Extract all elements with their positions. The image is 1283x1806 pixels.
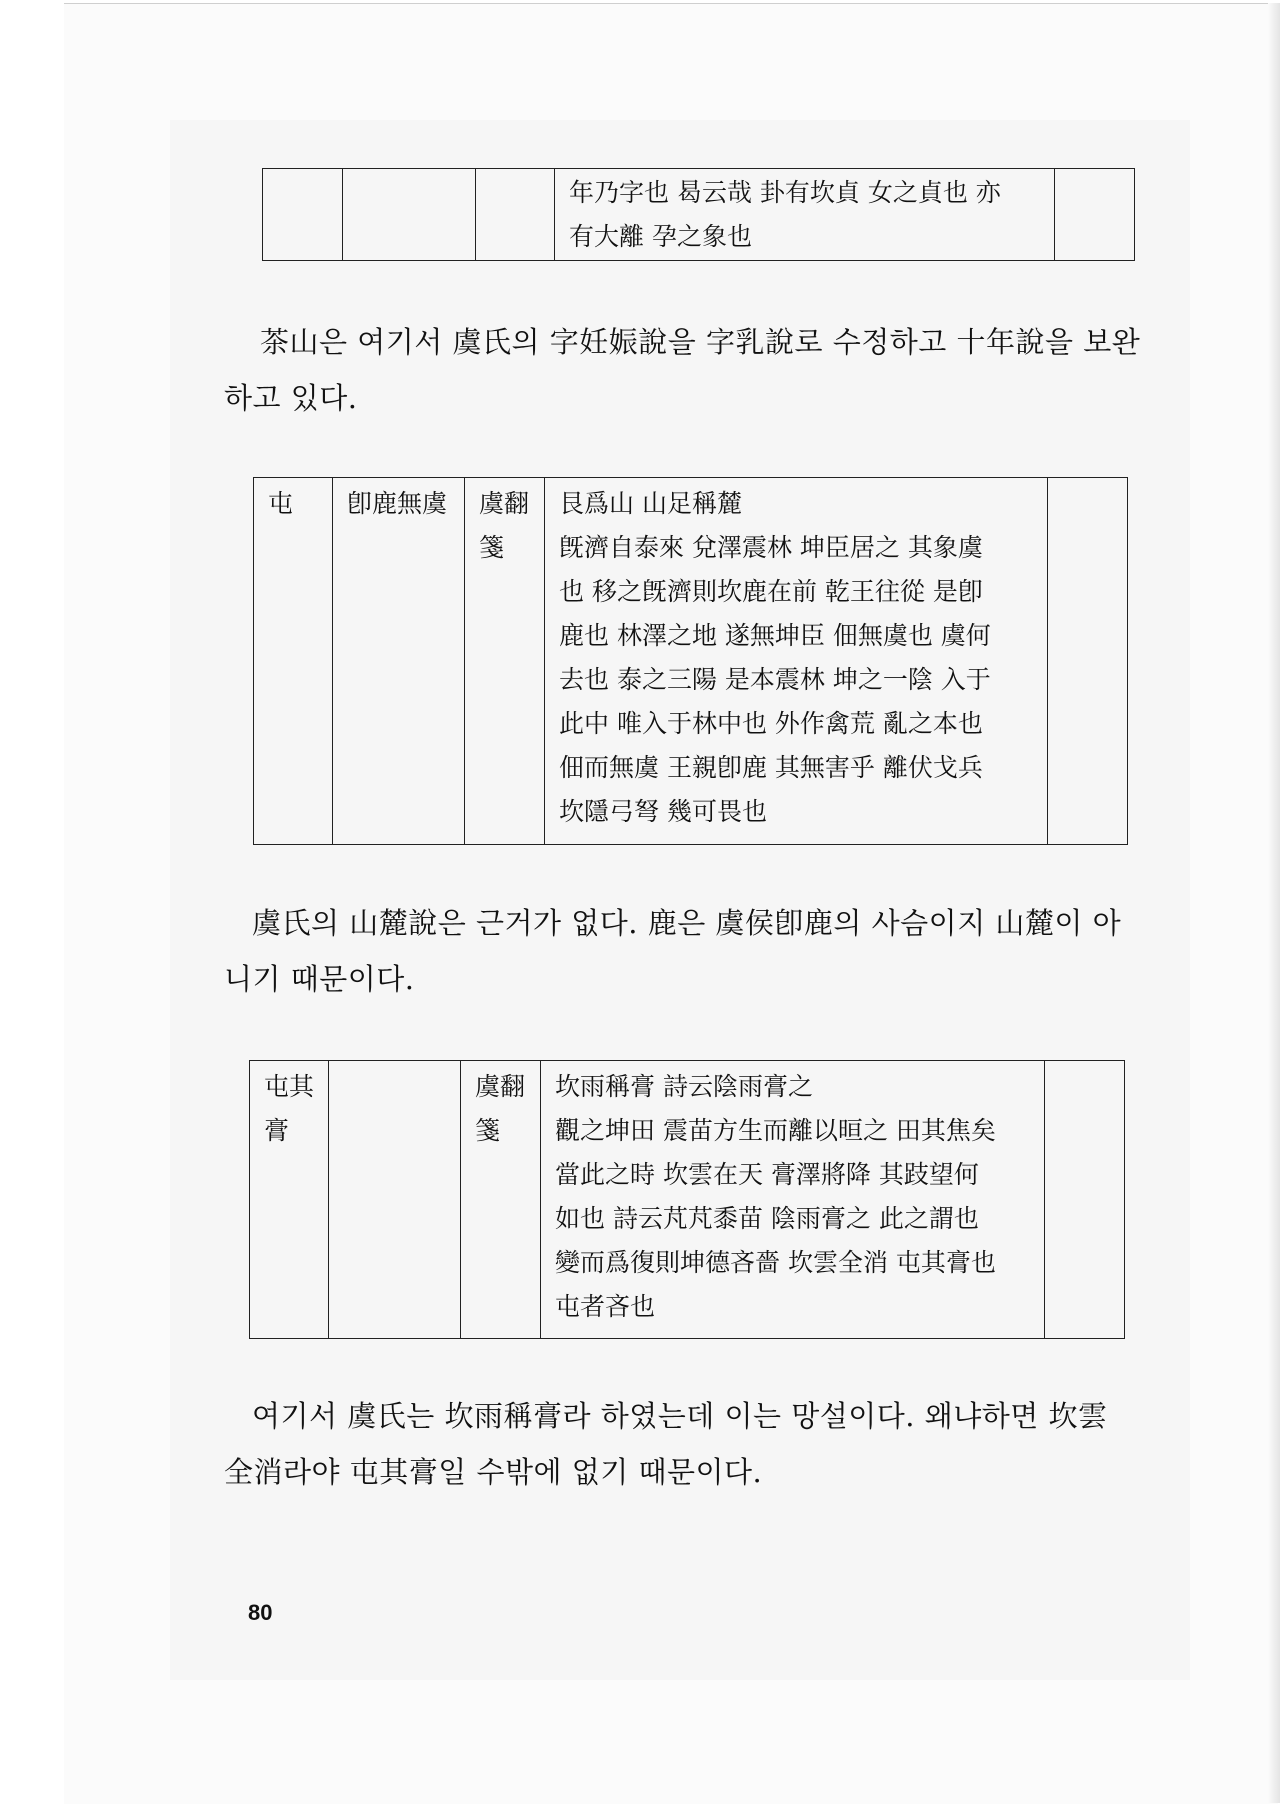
text-line: 虞氏의 山麓說은 근거가 없다. 鹿은 虞侯卽鹿의 사슴이지 山麓이 아	[252, 906, 1122, 940]
table-cell	[476, 169, 555, 261]
text-line: 虞翻	[475, 1072, 526, 1101]
table-cell	[263, 169, 343, 261]
text-line: 坎雨稱膏 詩云陰雨膏之	[555, 1072, 813, 1101]
text-line: 箋	[475, 1116, 501, 1145]
text-line: 鹿也 林澤之地 遂無坤臣 佃無虞也 虞何	[559, 621, 991, 650]
table-cell	[343, 169, 476, 261]
body-paragraph	[224, 1388, 1144, 1500]
commentary-table	[253, 477, 1128, 845]
text-line: 旣濟自泰來 兌澤震林 坤臣居之 其象虞	[559, 533, 983, 562]
commentary-text-cell	[555, 169, 1055, 261]
text-line: 屯其	[264, 1072, 315, 1101]
body-paragraph	[224, 314, 1144, 426]
page-number: 80	[248, 1600, 273, 1625]
text-line: 坎隱弓弩 幾可畏也	[559, 797, 767, 826]
commentator-cell	[461, 1061, 541, 1339]
line-text-cell	[329, 1061, 461, 1339]
line-text-cell: 卽鹿無虞	[333, 478, 465, 845]
text-line: 年乃字也 曷云哉 卦有坎貞 女之貞也 亦	[569, 178, 1001, 207]
text-line: 屯者吝也	[555, 1292, 656, 1321]
commentary-table-fragment	[262, 168, 1135, 261]
body-paragraph	[224, 895, 1144, 1007]
hexagram-line-cell: 屯	[254, 478, 333, 845]
text-line: 茶山은 여기서 虞氏의 字妊娠說을 字乳說로 수정하고 十年說을 보완	[260, 325, 1141, 359]
commentator-cell	[465, 478, 545, 845]
table-cell	[1055, 169, 1135, 261]
text-line: 觀之坤田 震苗方生而離以晅之 田其焦矣	[555, 1116, 996, 1145]
text-line: 여기서 虞氏는 坎雨稱膏라 하였는데 이는 망설이다. 왜냐하면 坎雲	[252, 1399, 1108, 1433]
text-line: 當此之時 坎雲在天 膏澤將降 其跂望何	[555, 1160, 979, 1189]
text-line: 有大離 孕之象也	[569, 222, 752, 251]
commentary-text-cell	[545, 478, 1048, 845]
text-line: 니기 때문이다.	[224, 962, 415, 996]
text-line: 此中 唯入于林中也 外作禽荒 亂之本也	[559, 709, 983, 738]
text-line: 如也 詩云芃芃黍苗 陰雨膏之 此之謂也	[555, 1204, 979, 1233]
book-page-shadow	[1268, 3, 1280, 1803]
text-line: 艮爲山 山足稱麓	[559, 489, 742, 518]
text-line: 虞翻	[479, 489, 530, 518]
text-line: 佃而無虞 王親卽鹿 其無害乎 離伏戈兵	[559, 753, 983, 782]
text-line: 하고 있다.	[224, 381, 358, 415]
commentary-table	[249, 1060, 1125, 1339]
table-cell	[1048, 478, 1128, 845]
text-line: 去也 泰之三陽 是本震林 坤之一陰 入于	[559, 665, 991, 694]
text-line: 變而爲復則坤德吝嗇 坎雲全消 屯其膏也	[555, 1248, 996, 1277]
text-line: 全消라야 屯其膏일 수밖에 없기 때문이다.	[224, 1455, 763, 1489]
text-line: 箋	[479, 533, 505, 562]
text-line: 膏	[264, 1116, 290, 1145]
text-line: 也 移之旣濟則坎鹿在前 乾王往從 是卽	[559, 577, 983, 606]
hexagram-line-cell	[250, 1061, 329, 1339]
commentary-text-cell	[541, 1061, 1045, 1339]
table-cell	[1045, 1061, 1125, 1339]
